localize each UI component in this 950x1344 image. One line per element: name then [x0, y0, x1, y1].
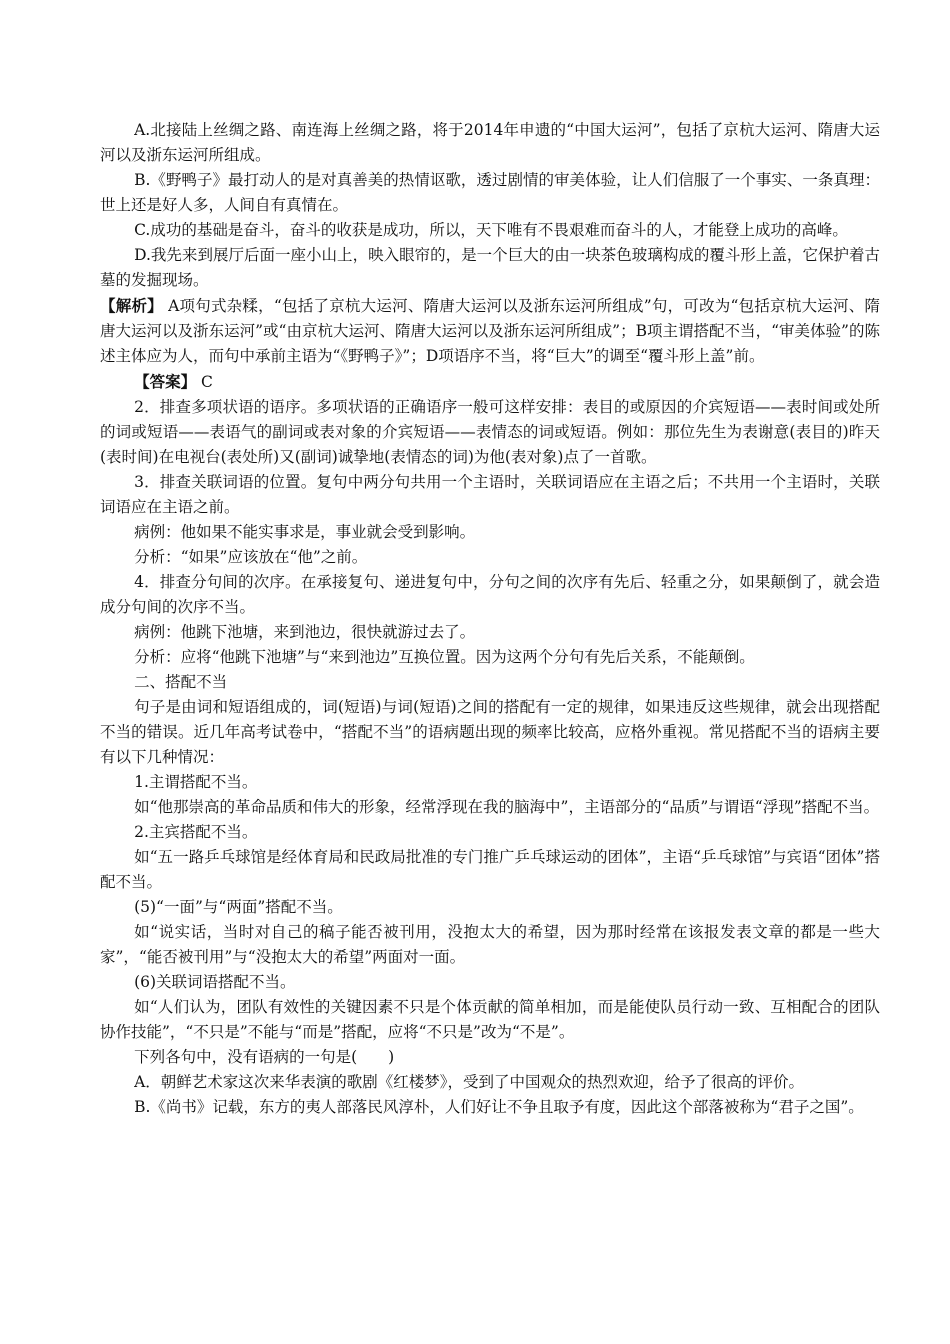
paragraph: [100, 369, 880, 395]
paragraph-text: A.北接陆上丝绸之路、南连海上丝绸之路，将于2014年申遗的“中国大运河”，包括了京杭大运河、隋唐大运河以及浙东运河所组成。: [100, 121, 880, 164]
paragraph-text: 病例：他跳下池塘，来到池边，很快就游过去了。: [134, 623, 476, 641]
paragraph-text: (6)关联词语搭配不当。: [134, 973, 296, 991]
paragraph-text: A．朝鲜艺术家这次来华表演的歌剧《红楼梦》，受到了中国观众的热烈欢迎，给予了很高的评价。: [134, 1073, 805, 1091]
paragraph: [100, 920, 880, 970]
paragraph-text: 二、搭配不当: [134, 673, 228, 691]
paragraph: [100, 1070, 880, 1095]
paragraph-text: 下列各句中，没有语病的一句是( ): [134, 1048, 395, 1066]
paragraph-text: C.成功的基础是奋斗，奋斗的收获是成功，所以，天下唯有不畏艰难而奋斗的人，才能登上成功的高峰。: [134, 221, 848, 239]
paragraph-text: D.我先来到展厅后面一座小山上，映入眼帘的，是一个巨大的由一块茶色玻璃构成的覆斗形上盖，它保护着古墓的发掘现场。: [100, 246, 880, 289]
paragraph-text: 病例：他如果不能实事求是，事业就会受到影响。: [134, 523, 476, 541]
paragraph: [100, 820, 880, 845]
paragraph-text: B.《尚书》记载，东方的夷人部落民风淳朴，人们好让不争且取予有度，因此这个部落被称为“君子之国”。: [134, 1098, 864, 1116]
paragraph: [100, 293, 880, 369]
paragraph: [100, 168, 880, 218]
paragraph: [100, 243, 880, 293]
paragraph: [100, 645, 880, 670]
paragraph-text: A项句式杂糅，“包括了京杭大运河、隋唐大运河以及浙东运河所组成”句，可改为“包括京杭大运河、隋唐大运河以及浙东运河”或“由京杭大运河、隋唐大运河以及浙东运河所组成”；B项主谓搭配不当，“审美体验”的陈述主体应为人，而句中承前主语为“《野鸭子》”；D项语序不当，将“巨大”的调至“覆斗形上盖”前。: [100, 297, 880, 365]
paragraph: [100, 845, 880, 895]
paragraph: [100, 1095, 880, 1120]
document-body: [100, 118, 880, 1120]
paragraph-text: 分析：“如果”应该放在“他”之前。: [134, 548, 368, 566]
paragraph-text: 如“五一路乒乓球馆是经体育局和民政局批准的专门推广乒乓球运动的团体”，主语“乒乓球馆”与宾语“团体”搭配不当。: [100, 848, 880, 891]
paragraph: [100, 570, 880, 620]
paragraph: [100, 118, 880, 168]
paragraph-text: 分析：应将“他跳下池塘”与“来到池边”互换位置。因为这两个分句有先后关系，不能颠倒。: [134, 648, 755, 666]
paragraph: [100, 895, 880, 920]
paragraph: [100, 795, 880, 820]
paragraph-text: 如“他那崇高的革命品质和伟大的形象，经常浮现在我的脑海中”，主语部分的“品质”与谓语“浮现”搭配不当。: [134, 798, 880, 816]
paragraph-text: 如“人们认为，团队有效性的关键因素不只是个体贡献的简单相加，而是能使队员行动一致、互相配合的团队协作技能”，“不只是”不能与“而是”搭配，应将“不只是”改为“不是”。: [100, 998, 880, 1041]
paragraph-text: (5)“一面”与“两面”搭配不当。: [134, 898, 343, 916]
paragraph-text: 4．排查分句间的次序。在承接复句、递进复句中，分句之间的次序有先后、轻重之分，如果颠倒了，就会造成分句间的次序不当。: [100, 573, 880, 616]
paragraph-label: 【解析】: [100, 296, 163, 315]
paragraph: [100, 470, 880, 520]
paragraph: [100, 670, 880, 695]
paragraph-text: 如“说实话，当时对自己的稿子能否被刊用，没抱太大的希望，因为那时经常在该报发表文章的都是一些大家”，“能否被刊用”与“没抱太大的希望”两面对一面。: [100, 923, 880, 966]
paragraph-text: B.《野鸭子》最打动人的是对真善美的热情讴歌，透过剧情的审美体验，让人们信服了一个事实、一条真理：世上还是好人多，人间自有真情在。: [100, 171, 880, 214]
paragraph-label: 【答案】: [134, 372, 197, 391]
paragraph-text: 句子是由词和短语组成的，词(短语)与词(短语)之间的搭配有一定的规律，如果违反这些规律，就会出现搭配不当的错误。近几年高考试卷中，“搭配不当”的语病题出现的频率比较高，应格外重视。常见搭配不当的语病主要有以下几种情况：: [100, 698, 880, 766]
paragraph: [100, 395, 880, 470]
paragraph: [100, 970, 880, 995]
paragraph: [100, 218, 880, 243]
paragraph: [100, 1045, 880, 1070]
paragraph: [100, 545, 880, 570]
paragraph: [100, 995, 880, 1045]
paragraph-text: 2.主宾搭配不当。: [134, 823, 258, 841]
paragraph-text: 3．排查关联词语的位置。复句中两分句共用一个主语时，关联词语应在主语之后；不共用一个主语时，关联词语应在主语之前。: [100, 473, 880, 516]
paragraph: [100, 770, 880, 795]
paragraph-text: 2．排查多项状语的语序。多项状语的正确语序一般可这样安排：表目的或原因的介宾短语——表时间或处所的词或短语——表语气的副词或表对象的介宾短语——表情态的词或短语。例如：那位先生为表谢意(表目的)昨天(表时间)在电视台(表处所)又(副词)诚挚地(表情态的词)为他(表对象)点了一首歌。: [100, 398, 880, 466]
paragraph-text: C: [196, 373, 213, 391]
paragraph: [100, 520, 880, 545]
paragraph-text: 1.主谓搭配不当。: [134, 773, 258, 791]
paragraph: [100, 695, 880, 770]
paragraph: [100, 620, 880, 645]
